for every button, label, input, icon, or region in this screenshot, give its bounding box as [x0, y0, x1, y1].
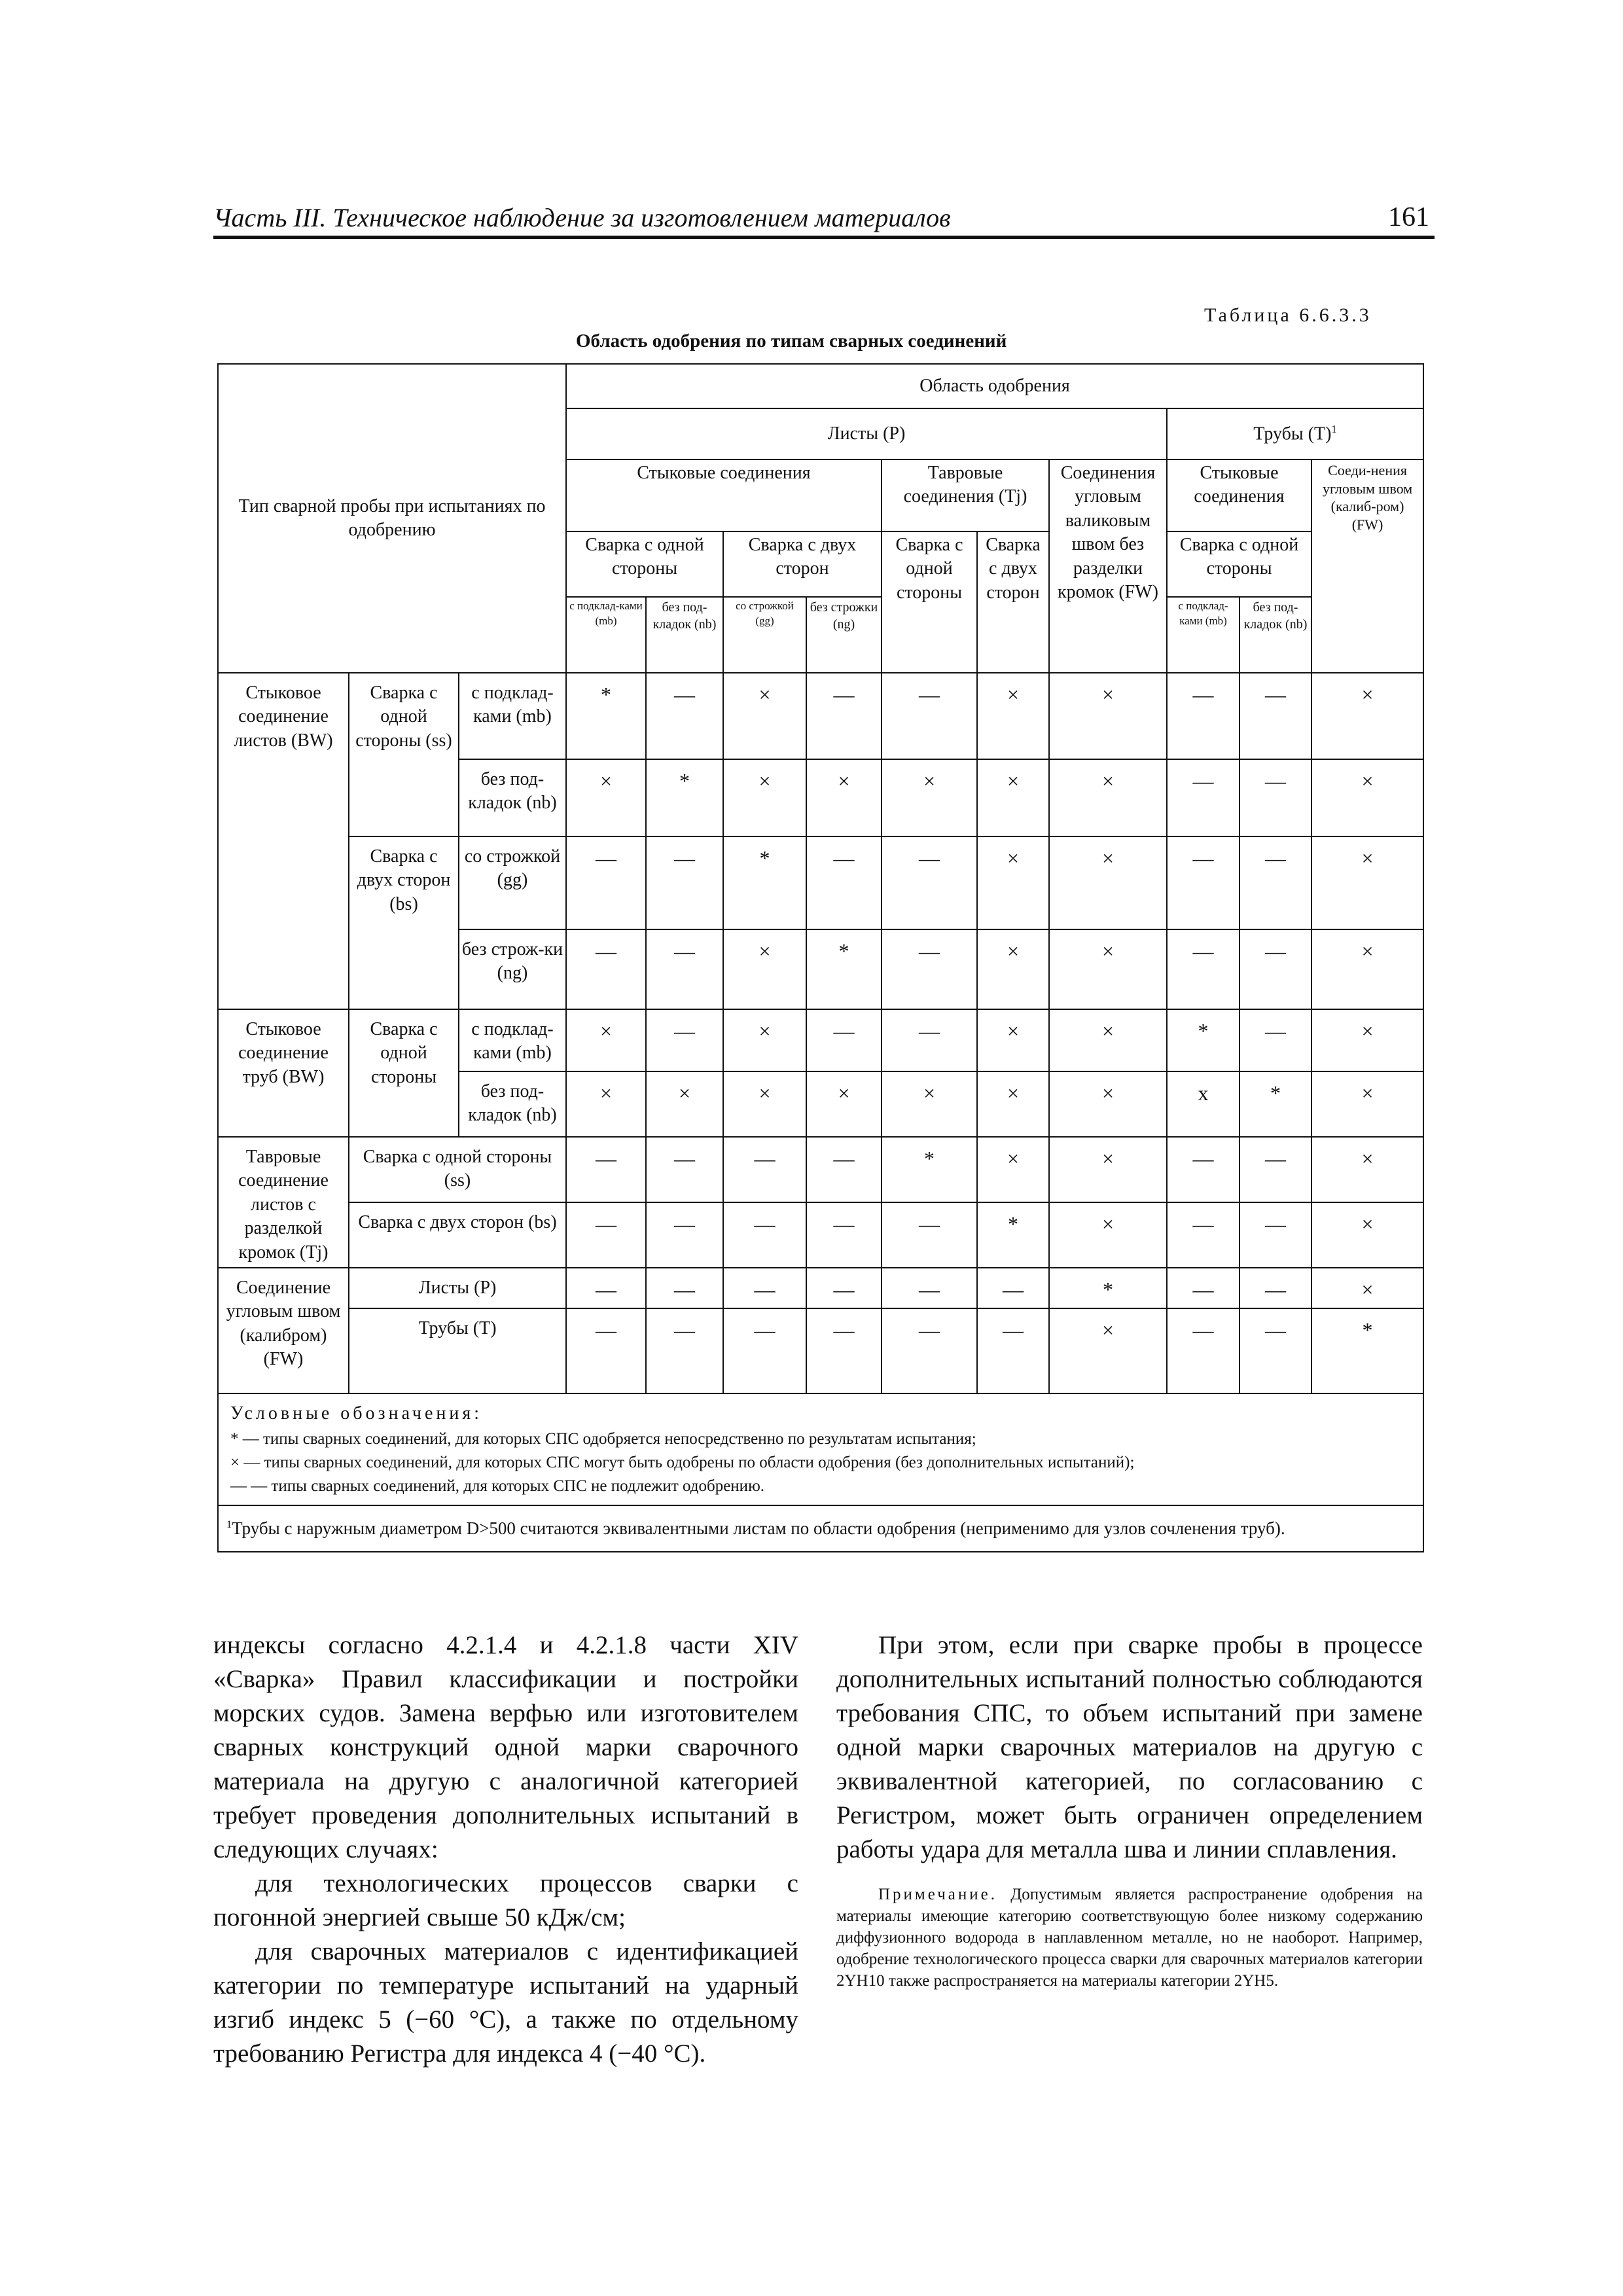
- mark-cell: —: [723, 1202, 806, 1268]
- mark-cell: ×: [566, 759, 646, 836]
- page-number: 161: [1388, 202, 1429, 232]
- mark-cell: ×: [723, 673, 806, 759]
- mark-cell: ×: [646, 1071, 723, 1137]
- mark-cell: ×: [977, 1009, 1049, 1071]
- header-tee-two-sides: Сварка с двух сторон: [977, 531, 1049, 673]
- mark-cell: —: [1240, 1308, 1311, 1393]
- mark-cell: ×: [1311, 1268, 1423, 1308]
- table-row: [218, 1308, 1423, 1393]
- mark-cell: —: [646, 1009, 723, 1071]
- mark-cell: —: [566, 836, 646, 929]
- mark-cell: ×: [1049, 1071, 1167, 1137]
- header-two-sides: Сварка с двух сторон: [723, 531, 882, 597]
- note: [836, 1884, 1423, 1992]
- header-with-gouging: со строжкой (gg): [723, 597, 806, 673]
- group-bw-plates-bs: Сварка с двух сторон (bs): [349, 836, 459, 1009]
- footnote-mark: 1: [226, 1518, 232, 1531]
- running-title: Часть III. Техническое наблюдение за изготовлением материалов: [213, 203, 951, 232]
- mark-cell: ×: [723, 759, 806, 836]
- mark-cell: ×: [1311, 1202, 1423, 1268]
- mark-cell: —: [1240, 1202, 1311, 1268]
- mark-cell: —: [882, 673, 977, 759]
- header-pipes-no-backing: без под-кладок (nb): [1240, 597, 1311, 673]
- mark-cell: ×: [1311, 836, 1423, 929]
- header-pipes: [1167, 408, 1423, 459]
- mark-cell: ×: [1311, 759, 1423, 836]
- paragraph: При этом, если при сварке пробы в процессе дополнительных испытаний полностью соблюдаются требования СПС, то объем испытаний при замене одной марки сварочных материалов на другую с эквивалентной категорией, по согласованию с Регистром, может быть ограничен определением работы удара для металла шва и линии сплавления.: [836, 1631, 1423, 1863]
- mark-cell: ×: [1311, 673, 1423, 759]
- mark-cell: —: [723, 1308, 806, 1393]
- row-label: без под-кладок (nb): [459, 1071, 566, 1137]
- mark-cell: —: [882, 1202, 977, 1268]
- mark-cell: *: [723, 836, 806, 929]
- mark-cell: ×: [723, 929, 806, 1009]
- mark-cell: —: [1240, 1268, 1311, 1308]
- mark-cell: ×: [723, 1071, 806, 1137]
- mark-cell: *: [646, 759, 723, 836]
- table-footnote: [218, 1505, 1423, 1552]
- mark-cell: —: [646, 1268, 723, 1308]
- mark-cell: ×: [1049, 836, 1167, 929]
- mark-cell: —: [1240, 1009, 1311, 1071]
- mark-cell: ×: [806, 759, 882, 836]
- mark-cell: —: [646, 673, 723, 759]
- approval-table: [217, 363, 1423, 1552]
- mark-cell: ×: [1049, 1308, 1167, 1393]
- paragraph: индексы согласно 4.2.1.4 и 4.2.1.8 части XIV «Сварка» Правил классификации и постройки морских судов. Замена верфью или изготовителем сварных конструкций одной марки сварочного материала на другую с аналогичной категорией требует проведения дополнительных испытаний в следующих случаях:: [213, 1631, 798, 1863]
- mark-cell: *: [566, 673, 646, 759]
- legend-item: — — типы сварных соединений, для которых СПС не подлежит одобрению.: [230, 1477, 764, 1496]
- left-column: [213, 1628, 798, 2071]
- mark-cell: ×: [566, 1071, 646, 1137]
- mark-cell: —: [1167, 1268, 1240, 1308]
- legend-item: * — типы сварных соединений, для которых СПС одобряется непосредственно по результатам испытания;: [230, 1429, 976, 1448]
- mark-cell: ×: [1049, 759, 1167, 836]
- mark-cell: —: [723, 1268, 806, 1308]
- mark-cell: —: [977, 1268, 1049, 1308]
- approval-grid: [217, 363, 1424, 1552]
- note-text: Допустимым является распространение одобрения на материалы имеющие категорию соответствующую более низкому содержанию диффузионного водорода в наплавленном металле, но не наоборот. Например, одобрение технологического процесса сварки для сварочных материалов категории 2YH10 также распространяется на материалы категории 2YH5.: [836, 1886, 1423, 1990]
- mark-cell: ×: [977, 836, 1049, 929]
- header-pipes-label: Трубы (T): [1253, 423, 1332, 444]
- mark-cell: —: [806, 836, 882, 929]
- mark-cell: —: [1167, 1137, 1240, 1202]
- header-one-side: Сварка с одной стороны: [566, 531, 723, 597]
- group-tj: Тавровые соединение листов с разделкой кромок (Tj): [218, 1137, 349, 1268]
- table-row: [218, 673, 1423, 759]
- paragraph: для технологических процессов сварки с погонной энергией свыше 50 кДж/см;: [213, 1869, 798, 1931]
- mark-cell: ×: [1311, 1009, 1423, 1071]
- footnote-text: Трубы с наружным диаметром D>500 считаются эквивалентными листам по области одобрения (неприменимо для узлов сочленения труб).: [232, 1518, 1285, 1539]
- mark-cell: —: [882, 929, 977, 1009]
- mark-cell: —: [566, 1268, 646, 1308]
- mark-cell: —: [977, 1308, 1049, 1393]
- table-legend: [218, 1393, 1423, 1505]
- row-label: со строжкой (gg): [459, 836, 566, 929]
- mark-cell: —: [566, 1202, 646, 1268]
- mark-cell: —: [882, 836, 977, 929]
- header-pipes-butt: Стыковые соединения: [1167, 459, 1311, 531]
- header-pipes-fillet: Соеди-нения угловым швом (калиб-ром) (FW): [1311, 459, 1423, 673]
- page-header: [213, 202, 1435, 239]
- header-pipes-one-side: Сварка с одной стороны: [1167, 531, 1311, 597]
- mark-cell: —: [646, 929, 723, 1009]
- row-label: с подклад-ками (mb): [459, 673, 566, 759]
- header-with-backing: с подклад-ками (mb): [566, 597, 646, 673]
- mark-cell: —: [646, 1202, 723, 1268]
- table-label: Таблица 6.6.3.3: [1204, 304, 1372, 326]
- mark-cell: —: [566, 1137, 646, 1202]
- mark-cell: ×: [1049, 673, 1167, 759]
- mark-cell: ×: [1049, 1137, 1167, 1202]
- header-tee-one-side: Сварка с одной стороны: [882, 531, 977, 673]
- mark-cell: —: [1167, 759, 1240, 836]
- mark-cell: —: [806, 1137, 882, 1202]
- mark-cell: ×: [977, 1071, 1049, 1137]
- row-label: Трубы (T): [349, 1308, 566, 1393]
- row-label: без под-кладок (nb): [459, 759, 566, 836]
- mark-cell: —: [646, 836, 723, 929]
- table-row: [218, 836, 1423, 929]
- group-bw-pipes: Стыковое соединение труб (BW): [218, 1009, 349, 1137]
- header-no-backing: без под-кладок (nb): [646, 597, 723, 673]
- mark-cell: —: [1167, 1308, 1240, 1393]
- mark-cell: ×: [1311, 1137, 1423, 1202]
- mark-cell: *: [1311, 1308, 1423, 1393]
- group-bw-plates: Стыковое соединение листов (BW): [218, 673, 349, 1009]
- table-row: [218, 1137, 1423, 1202]
- legend-item: × — типы сварных соединений, для которых СПС могут быть одобрены по области одобрения (без дополнительных испытаний);: [230, 1453, 1135, 1471]
- mark-cell: —: [1167, 836, 1240, 929]
- group-bw-pipes-ss: Сварка с одной стороны: [349, 1009, 459, 1137]
- mark-cell: *: [1049, 1268, 1167, 1308]
- row-label: без строж-ки (ng): [459, 929, 566, 1009]
- mark-cell: ×: [1049, 1202, 1167, 1268]
- mark-cell: *: [1240, 1071, 1311, 1137]
- mark-cell: —: [723, 1137, 806, 1202]
- table-row: [218, 1202, 1423, 1268]
- mark-cell: —: [566, 1308, 646, 1393]
- mark-cell: —: [1240, 1137, 1311, 1202]
- mark-cell: —: [806, 1308, 882, 1393]
- header-test-type: Тип сварной пробы при испытаниях по одобрению: [218, 364, 566, 673]
- mark-cell: ×: [1311, 1071, 1423, 1137]
- header-scope: Область одобрения: [566, 364, 1423, 408]
- mark-cell: —: [882, 1009, 977, 1071]
- table-row: [218, 1009, 1423, 1071]
- header-plates-butt: Стыковые соединения: [566, 459, 882, 531]
- header-pipes-sup: 1: [1331, 422, 1337, 435]
- mark-cell: —: [882, 1268, 977, 1308]
- mark-cell: —: [1240, 929, 1311, 1009]
- mark-cell: *: [977, 1202, 1049, 1268]
- header-plates-tee: Тавровые соединения (Tj): [882, 459, 1049, 531]
- paragraph: для сварочных материалов с идентификацией категории по температуре испытаний на ударный изгиб индекс 5 (−60 °C), а также по отдельному требованию Регистра для индекса 4 (−40 °C).: [213, 1937, 798, 2068]
- mark-cell: —: [646, 1137, 723, 1202]
- mark-cell: —: [806, 1268, 882, 1308]
- mark-cell: ×: [1049, 929, 1167, 1009]
- row-label: с подклад-ками (mb): [459, 1009, 566, 1071]
- mark-cell: *: [806, 929, 882, 1009]
- header-plates-fillet: Соединения угловым валиковым швом без разделки кромок (FW): [1049, 459, 1167, 673]
- mark-cell: —: [806, 673, 882, 759]
- mark-cell: —: [646, 1308, 723, 1393]
- row-label: Сварка с двух сторон (bs): [349, 1202, 566, 1268]
- mark-cell: —: [1167, 929, 1240, 1009]
- mark-cell: —: [566, 929, 646, 1009]
- table-row: [218, 1268, 1423, 1308]
- mark-cell: ×: [1049, 1009, 1167, 1071]
- mark-cell: ×: [806, 1071, 882, 1137]
- right-column: [836, 1628, 1423, 1992]
- mark-cell: —: [1240, 673, 1311, 759]
- mark-cell: *: [882, 1137, 977, 1202]
- mark-cell: ×: [977, 1137, 1049, 1202]
- mark-cell: ×: [977, 929, 1049, 1009]
- mark-cell: ×: [977, 759, 1049, 836]
- header-pipes-with-backing: с подклад-ками (mb): [1167, 597, 1240, 673]
- mark-cell: ×: [977, 673, 1049, 759]
- header-plates: Листы (P): [566, 408, 1167, 459]
- legend-title: Условные обозначения:: [230, 1403, 483, 1424]
- mark-cell: ×: [882, 759, 977, 836]
- table-title: Область одобрения по типам сварных соединений: [576, 331, 1007, 351]
- mark-cell: x: [1167, 1071, 1240, 1137]
- mark-cell: ×: [1311, 929, 1423, 1009]
- mark-cell: —: [1240, 759, 1311, 836]
- mark-cell: ×: [566, 1009, 646, 1071]
- mark-cell: ×: [882, 1071, 977, 1137]
- row-label: Сварка с одной стороны (ss): [349, 1137, 566, 1202]
- header-no-gouging: без строжки (ng): [806, 597, 882, 673]
- mark-cell: ×: [723, 1009, 806, 1071]
- mark-cell: —: [1167, 673, 1240, 759]
- mark-cell: —: [806, 1202, 882, 1268]
- group-bw-plates-ss: Сварка с одной стороны (ss): [349, 673, 459, 836]
- mark-cell: —: [1167, 1202, 1240, 1268]
- mark-cell: —: [882, 1308, 977, 1393]
- note-label: Примечание.: [878, 1886, 998, 1903]
- mark-cell: —: [806, 1009, 882, 1071]
- group-fw: Соединение угловым швом (калибром) (FW): [218, 1268, 349, 1393]
- row-label: Листы (P): [349, 1268, 566, 1308]
- mark-cell: —: [1240, 836, 1311, 929]
- mark-cell: *: [1167, 1009, 1240, 1071]
